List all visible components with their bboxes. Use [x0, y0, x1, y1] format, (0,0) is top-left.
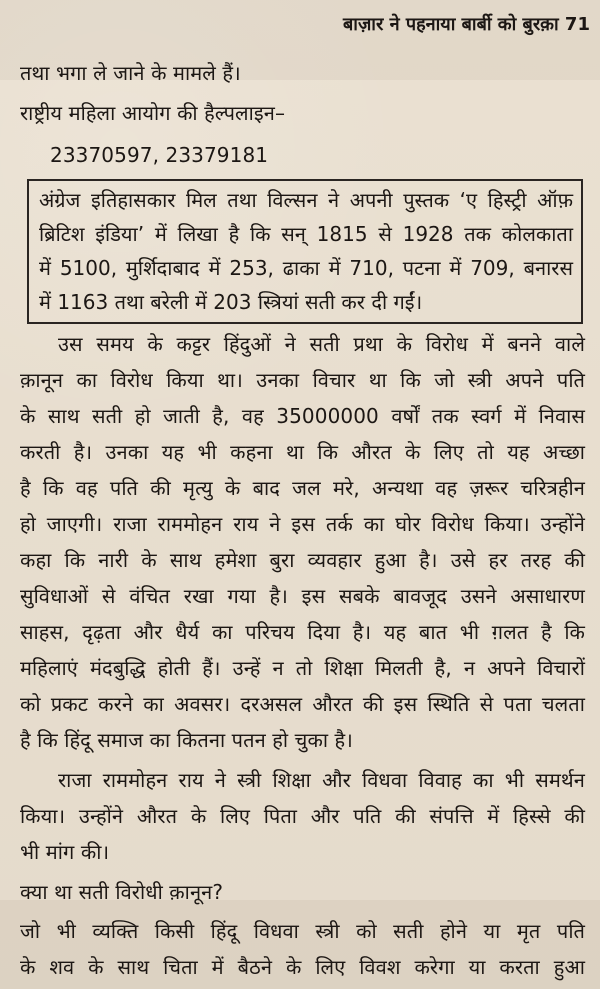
paragraph-1-line-2: क़ानून का विरोध किया था। उनका विचार था कि जो स्त्री अपने पति	[20, 368, 585, 392]
paragraph-1-line-7: कहा कि नारी के साथ हमेशा बुरा व्यवहार हुआ है। उसे हर तरह की	[20, 548, 585, 572]
paragraph-1-line-9: साहस, दृढ़ता और धैर्य का परिचय दिया है। यह बात भी ग़लत है कि	[20, 620, 585, 644]
paragraph-1-line-12: है कि हिंदू समाज का कितना पतन हो चुका है।	[20, 728, 353, 752]
box-line-3: में 5100, मुर्शिदाबाद में 253, ढाका में 710, पटना में 709, बनारस	[39, 256, 573, 280]
paragraph-1-line-8: सुविधाओं से वंचित रखा गया है। इस सबके बावजूद उसने असाधारण	[20, 584, 585, 608]
box-line-1: अंग्रेज इतिहासकार मिल तथा विल्सन ने अपनी पुस्तक ‘ए हिस्ट्री ऑफ़	[39, 188, 573, 212]
intro-line-1: तथा भगा ले जाने के मामले हैं।	[20, 61, 241, 85]
paragraph-1-line-3: के साथ सती हो जाती है, वह 35000000 वर्षों तक स्वर्ग में निवास	[20, 404, 585, 428]
intro-line-2: राष्ट्रीय महिला आयोग की हैल्पलाइन–	[20, 101, 286, 125]
paragraph-3-line-2: के शव के साथ चिता में बैठने के लिए विवश करेगा या करता हुआ	[20, 955, 585, 979]
paragraph-2-line-3: भी मांग की।	[20, 840, 110, 864]
paragraph-1-line-10: महिलाएं मंदबुद्धि होती हैं। उन्हें न तो शिक्षा मिलती है, न अपने विचारों	[20, 656, 585, 680]
box-line-2: ब्रिटिश इंडिया’ में लिखा है कि सन् 1815 से 1928 तक कोलकाता	[39, 222, 573, 246]
paragraph-1-line-6: हो जाएगी। राजा राममोहन राय ने इस तर्क का घोर विरोध किया। उन्होंने	[20, 512, 585, 536]
section-heading: क्या था सती विरोधी क़ानून?	[20, 880, 224, 904]
helpline-numbers: 23370597, 23379181	[50, 143, 269, 167]
paragraph-1-line-4: करती है। उनका यह भी कहना था कि औरत के लिए तो यह अच्छा	[20, 440, 585, 464]
historical-note-box	[27, 179, 583, 324]
box-line-4: में 1163 तथा बरेली में 203 स्त्रियां सती कर दी गईं।	[39, 290, 423, 314]
paragraph-3-line-1: जो भी व्यक्ति किसी हिंदू विधवा स्त्री को सती होने या मृत पति	[20, 919, 585, 943]
paragraph-2-line-1: राजा राममोहन राय ने स्त्री शिक्षा और विधवा विवाह का भी समर्थन	[58, 768, 585, 792]
paragraph-2-line-2: किया। उन्होंने औरत के लिए पिता और पति की संपत्ति में हिस्से की	[20, 804, 585, 828]
paragraph-1-line-5: है कि वह पति की मृत्यु के बाद जल मरे, अन्यथा वह ज़रूर चरित्रहीन	[20, 476, 585, 500]
paragraph-1-line-1: उस समय के कट्टर हिंदुओं ने सती प्रथा के विरोध में बनने वाले	[58, 332, 585, 356]
running-title: बाज़ार ने पहनाया बार्बी को बुरक़ा 71	[343, 14, 590, 35]
paragraph-1-line-11: को प्रकट करने का अवसर। दरअसल औरत की इस स्थिति से पता चलता	[20, 692, 585, 716]
